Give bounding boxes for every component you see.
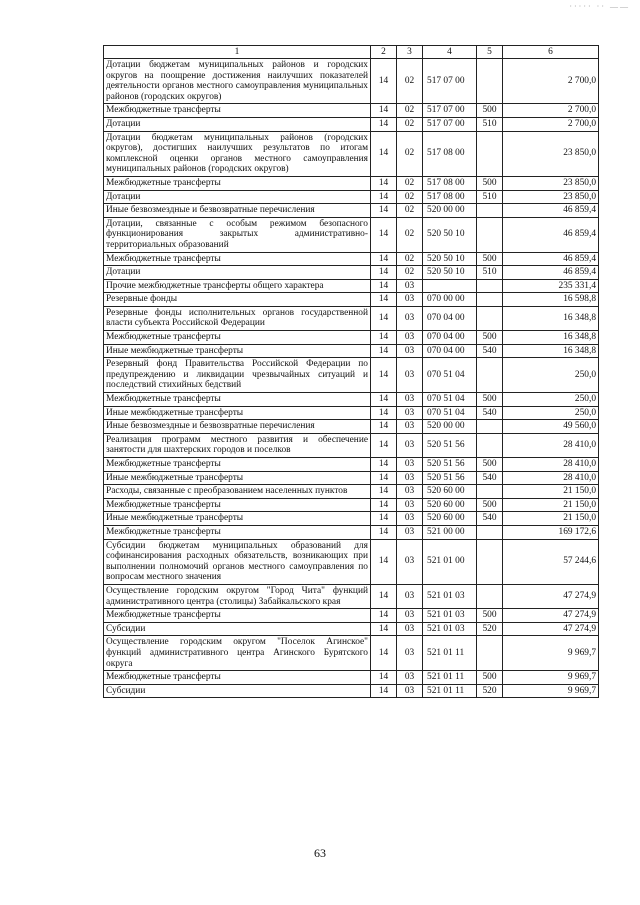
row-expense-type-cell: 500 bbox=[477, 176, 503, 190]
row-name-cell: Иные межбюджетные трансферты bbox=[104, 471, 371, 485]
row-amount-cell: 28 410,0 bbox=[503, 471, 599, 485]
table-row bbox=[104, 176, 599, 190]
row-amount-cell: 250,0 bbox=[503, 393, 599, 407]
row-amount-cell: 16 598,8 bbox=[503, 293, 599, 307]
row-target-article-cell: 520 00 00 bbox=[423, 420, 477, 434]
row-expense-type-cell: 540 bbox=[477, 512, 503, 526]
row-target-article-cell: 070 51 04 bbox=[423, 406, 477, 420]
row-name-cell: Межбюджетные трансферты bbox=[104, 498, 371, 512]
row-expense-type-cell: 510 bbox=[477, 266, 503, 280]
row-section-cell: 14 bbox=[371, 104, 397, 118]
row-amount-cell: 28 410,0 bbox=[503, 458, 599, 472]
table-row bbox=[104, 217, 599, 252]
row-name-cell: Резервный фонд Правительства Российской Федерации по предупреждению и ликвидации чрезвычайных ситуаций и последствий стихийных бедствий bbox=[104, 358, 371, 393]
row-name-cell: Расходы, связанные с преобразованием населенных пунктов bbox=[104, 485, 371, 499]
row-expense-type-cell: 520 bbox=[477, 684, 503, 698]
header-col-2: 2 bbox=[371, 46, 397, 59]
row-section-cell: 14 bbox=[371, 458, 397, 472]
row-subsection-cell: 02 bbox=[397, 217, 423, 252]
row-name-cell: Субсидии бюджетам муниципальных образований для софинансирования расходных обязательств, возникающих при выполнении полномочий органов местного самоуправления по вопросам местного значения bbox=[104, 539, 371, 584]
row-name-cell: Дотации бюджетам муниципальных районов (городских округов), достигших наилучших результатов по итогам комплексной оценки органов местного самоуправления муниципальных районов (городских округов) bbox=[104, 131, 371, 176]
table-row bbox=[104, 498, 599, 512]
row-section-cell: 14 bbox=[371, 393, 397, 407]
row-section-cell: 14 bbox=[371, 279, 397, 293]
row-target-article-cell: 070 04 00 bbox=[423, 344, 477, 358]
row-section-cell: 14 bbox=[371, 584, 397, 608]
row-section-cell: 14 bbox=[371, 471, 397, 485]
row-subsection-cell: 03 bbox=[397, 293, 423, 307]
row-section-cell: 14 bbox=[371, 306, 397, 330]
row-subsection-cell: 03 bbox=[397, 671, 423, 685]
row-subsection-cell: 03 bbox=[397, 525, 423, 539]
row-name-cell: Резервные фонды bbox=[104, 293, 371, 307]
row-section-cell: 14 bbox=[371, 131, 397, 176]
row-amount-cell: 9 969,7 bbox=[503, 684, 599, 698]
row-subsection-cell: 03 bbox=[397, 539, 423, 584]
row-name-cell: Межбюджетные трансферты bbox=[104, 252, 371, 266]
row-expense-type-cell: 500 bbox=[477, 671, 503, 685]
row-name-cell: Осуществление городским округом "Поселок Агинское" функций административного центра Агинского Бурятского округа bbox=[104, 636, 371, 671]
row-target-article-cell: 521 01 03 bbox=[423, 584, 477, 608]
row-target-article-cell: 070 51 04 bbox=[423, 358, 477, 393]
row-subsection-cell: 02 bbox=[397, 204, 423, 218]
row-subsection-cell: 03 bbox=[397, 358, 423, 393]
row-name-cell: Иные безвозмездные и безвозвратные перечисления bbox=[104, 420, 371, 434]
row-amount-cell: 49 560,0 bbox=[503, 420, 599, 434]
row-target-article-cell: 520 60 00 bbox=[423, 512, 477, 526]
row-expense-type-cell: 500 bbox=[477, 458, 503, 472]
row-expense-type-cell: 520 bbox=[477, 622, 503, 636]
row-subsection-cell: 03 bbox=[397, 471, 423, 485]
row-section-cell: 14 bbox=[371, 609, 397, 623]
row-target-article-cell: 521 01 03 bbox=[423, 622, 477, 636]
row-target-article-cell: 521 01 11 bbox=[423, 684, 477, 698]
row-expense-type-cell bbox=[477, 584, 503, 608]
budget-table bbox=[103, 45, 599, 698]
row-name-cell: Межбюджетные трансферты bbox=[104, 525, 371, 539]
table-row bbox=[104, 204, 599, 218]
row-name-cell: Межбюджетные трансферты bbox=[104, 331, 371, 345]
table-row bbox=[104, 266, 599, 280]
row-expense-type-cell bbox=[477, 59, 503, 104]
row-subsection-cell: 03 bbox=[397, 609, 423, 623]
row-expense-type-cell: 500 bbox=[477, 609, 503, 623]
row-name-cell: Дотации, связанные с особым режимом безопасного функционирования закрытых административно-территориальных образований bbox=[104, 217, 371, 252]
row-name-cell: Межбюджетные трансферты bbox=[104, 393, 371, 407]
row-subsection-cell: 03 bbox=[397, 684, 423, 698]
row-name-cell: Реализация программ местного развития и обеспечение занятости для шахтерских городов и поселков bbox=[104, 433, 371, 457]
row-expense-type-cell: 540 bbox=[477, 471, 503, 485]
row-name-cell: Субсидии bbox=[104, 622, 371, 636]
row-name-cell: Межбюджетные трансферты bbox=[104, 458, 371, 472]
row-section-cell: 14 bbox=[371, 217, 397, 252]
header-col-3: 3 bbox=[397, 46, 423, 59]
row-target-article-cell: 517 08 00 bbox=[423, 190, 477, 204]
table-row bbox=[104, 609, 599, 623]
row-target-article-cell: 520 00 00 bbox=[423, 204, 477, 218]
row-subsection-cell: 03 bbox=[397, 331, 423, 345]
header-col-6: 6 bbox=[503, 46, 599, 59]
table-row bbox=[104, 584, 599, 608]
row-expense-type-cell bbox=[477, 293, 503, 307]
row-subsection-cell: 03 bbox=[397, 344, 423, 358]
row-target-article-cell: 517 07 00 bbox=[423, 59, 477, 104]
row-expense-type-cell bbox=[477, 306, 503, 330]
table-row bbox=[104, 293, 599, 307]
table-header bbox=[104, 46, 599, 59]
row-section-cell: 14 bbox=[371, 117, 397, 131]
row-section-cell: 14 bbox=[371, 293, 397, 307]
table-row bbox=[104, 117, 599, 131]
row-name-cell: Дотации бюджетам муниципальных районов и городских округов на поощрение достижения наилучших показателей деятельности органов местного самоуправления муниципальных районов (городских округов) bbox=[104, 59, 371, 104]
row-amount-cell: 23 850,0 bbox=[503, 190, 599, 204]
row-subsection-cell: 03 bbox=[397, 485, 423, 499]
row-expense-type-cell bbox=[477, 358, 503, 393]
row-target-article-cell: 517 08 00 bbox=[423, 176, 477, 190]
row-target-article-cell: 517 07 00 bbox=[423, 117, 477, 131]
row-target-article-cell: 520 50 10 bbox=[423, 266, 477, 280]
row-subsection-cell: 02 bbox=[397, 176, 423, 190]
row-name-cell: Межбюджетные трансферты bbox=[104, 104, 371, 118]
table-row bbox=[104, 279, 599, 293]
row-expense-type-cell bbox=[477, 539, 503, 584]
row-subsection-cell: 03 bbox=[397, 406, 423, 420]
row-name-cell: Осуществление городским округом "Город Чита" функций административного центра (столицы) Забайкальского края bbox=[104, 584, 371, 608]
table-row bbox=[104, 393, 599, 407]
table-row bbox=[104, 512, 599, 526]
header-col-4: 4 bbox=[423, 46, 477, 59]
row-name-cell: Иные межбюджетные трансферты bbox=[104, 344, 371, 358]
row-subsection-cell: 03 bbox=[397, 306, 423, 330]
row-amount-cell: 28 410,0 bbox=[503, 433, 599, 457]
row-expense-type-cell bbox=[477, 485, 503, 499]
row-amount-cell: 46 859,4 bbox=[503, 266, 599, 280]
row-subsection-cell: 03 bbox=[397, 498, 423, 512]
row-amount-cell: 250,0 bbox=[503, 406, 599, 420]
row-amount-cell: 2 700,0 bbox=[503, 59, 599, 104]
row-subsection-cell: 02 bbox=[397, 266, 423, 280]
table-row bbox=[104, 344, 599, 358]
row-name-cell: Межбюджетные трансферты bbox=[104, 609, 371, 623]
row-amount-cell: 169 172,6 bbox=[503, 525, 599, 539]
row-section-cell: 14 bbox=[371, 331, 397, 345]
row-expense-type-cell: 500 bbox=[477, 252, 503, 266]
table-row bbox=[104, 433, 599, 457]
row-expense-type-cell: 540 bbox=[477, 344, 503, 358]
row-subsection-cell: 03 bbox=[397, 420, 423, 434]
row-amount-cell: 21 150,0 bbox=[503, 498, 599, 512]
table-row bbox=[104, 331, 599, 345]
row-amount-cell: 16 348,8 bbox=[503, 306, 599, 330]
row-subsection-cell: 02 bbox=[397, 117, 423, 131]
row-amount-cell: 16 348,8 bbox=[503, 331, 599, 345]
row-expense-type-cell bbox=[477, 433, 503, 457]
table-row bbox=[104, 622, 599, 636]
row-expense-type-cell: 540 bbox=[477, 406, 503, 420]
row-name-cell: Иные межбюджетные трансферты bbox=[104, 406, 371, 420]
table-row bbox=[104, 131, 599, 176]
row-amount-cell: 16 348,8 bbox=[503, 344, 599, 358]
row-amount-cell: 23 850,0 bbox=[503, 176, 599, 190]
row-amount-cell: 2 700,0 bbox=[503, 104, 599, 118]
row-target-article-cell: 070 00 00 bbox=[423, 293, 477, 307]
row-target-article-cell: 520 51 56 bbox=[423, 433, 477, 457]
row-expense-type-cell: 500 bbox=[477, 331, 503, 345]
row-section-cell: 14 bbox=[371, 525, 397, 539]
row-target-article-cell: 070 04 00 bbox=[423, 331, 477, 345]
row-target-article-cell: 520 60 00 bbox=[423, 498, 477, 512]
row-expense-type-cell bbox=[477, 217, 503, 252]
table-row bbox=[104, 671, 599, 685]
table-body bbox=[104, 59, 599, 698]
table-row bbox=[104, 190, 599, 204]
row-subsection-cell: 03 bbox=[397, 636, 423, 671]
row-expense-type-cell bbox=[477, 525, 503, 539]
row-amount-cell: 9 969,7 bbox=[503, 671, 599, 685]
row-target-article-cell: 521 01 00 bbox=[423, 539, 477, 584]
row-subsection-cell: 03 bbox=[397, 512, 423, 526]
row-subsection-cell: 02 bbox=[397, 104, 423, 118]
row-expense-type-cell: 500 bbox=[477, 393, 503, 407]
row-target-article-cell: 520 50 10 bbox=[423, 252, 477, 266]
table-row bbox=[104, 104, 599, 118]
row-amount-cell: 2 700,0 bbox=[503, 117, 599, 131]
row-subsection-cell: 03 bbox=[397, 433, 423, 457]
row-target-article-cell: 520 51 56 bbox=[423, 458, 477, 472]
row-name-cell: Прочие межбюджетные трансферты общего характера bbox=[104, 279, 371, 293]
row-name-cell: Дотации bbox=[104, 117, 371, 131]
row-target-article-cell: 520 60 00 bbox=[423, 485, 477, 499]
row-target-article-cell: 070 04 00 bbox=[423, 306, 477, 330]
row-subsection-cell: 03 bbox=[397, 622, 423, 636]
table-row bbox=[104, 252, 599, 266]
row-amount-cell: 46 859,4 bbox=[503, 204, 599, 218]
row-expense-type-cell: 510 bbox=[477, 190, 503, 204]
row-name-cell: Дотации bbox=[104, 190, 371, 204]
row-section-cell: 14 bbox=[371, 498, 397, 512]
table-row bbox=[104, 406, 599, 420]
row-amount-cell: 57 244,6 bbox=[503, 539, 599, 584]
row-amount-cell: 46 859,4 bbox=[503, 217, 599, 252]
row-amount-cell: 235 331,4 bbox=[503, 279, 599, 293]
row-target-article-cell: 521 00 00 bbox=[423, 525, 477, 539]
table-row bbox=[104, 306, 599, 330]
header-col-1: 1 bbox=[104, 46, 371, 59]
row-expense-type-cell bbox=[477, 131, 503, 176]
header-col-5: 5 bbox=[477, 46, 503, 59]
row-target-article-cell: 520 50 10 bbox=[423, 217, 477, 252]
row-expense-type-cell: 500 bbox=[477, 104, 503, 118]
row-amount-cell: 47 274,9 bbox=[503, 622, 599, 636]
corner-marks: ····· ·· —— bbox=[569, 2, 630, 11]
row-amount-cell: 47 274,9 bbox=[503, 609, 599, 623]
row-section-cell: 14 bbox=[371, 539, 397, 584]
row-section-cell: 14 bbox=[371, 358, 397, 393]
row-subsection-cell: 03 bbox=[397, 584, 423, 608]
row-section-cell: 14 bbox=[371, 252, 397, 266]
row-section-cell: 14 bbox=[371, 59, 397, 104]
row-name-cell: Субсидии bbox=[104, 684, 371, 698]
row-expense-type-cell bbox=[477, 636, 503, 671]
row-name-cell: Межбюджетные трансферты bbox=[104, 176, 371, 190]
row-name-cell: Резервные фонды исполнительных органов государственной власти субъекта Российской Федерации bbox=[104, 306, 371, 330]
table-row bbox=[104, 684, 599, 698]
table-row bbox=[104, 525, 599, 539]
row-section-cell: 14 bbox=[371, 512, 397, 526]
row-subsection-cell: 02 bbox=[397, 252, 423, 266]
row-target-article-cell: 521 01 03 bbox=[423, 609, 477, 623]
table-row bbox=[104, 485, 599, 499]
table-row bbox=[104, 59, 599, 104]
row-subsection-cell: 02 bbox=[397, 190, 423, 204]
row-target-article-cell bbox=[423, 279, 477, 293]
row-amount-cell: 21 150,0 bbox=[503, 512, 599, 526]
row-amount-cell: 47 274,9 bbox=[503, 584, 599, 608]
row-expense-type-cell bbox=[477, 420, 503, 434]
row-target-article-cell: 521 01 11 bbox=[423, 636, 477, 671]
row-subsection-cell: 02 bbox=[397, 59, 423, 104]
row-name-cell: Иные безвозмездные и безвозвратные перечисления bbox=[104, 204, 371, 218]
row-section-cell: 14 bbox=[371, 204, 397, 218]
row-section-cell: 14 bbox=[371, 406, 397, 420]
page-number: 63 bbox=[314, 846, 326, 860]
row-section-cell: 14 bbox=[371, 636, 397, 671]
row-subsection-cell: 03 bbox=[397, 279, 423, 293]
row-target-article-cell: 520 51 56 bbox=[423, 471, 477, 485]
table-row bbox=[104, 420, 599, 434]
row-subsection-cell: 03 bbox=[397, 393, 423, 407]
row-target-article-cell: 517 08 00 bbox=[423, 131, 477, 176]
row-section-cell: 14 bbox=[371, 176, 397, 190]
row-amount-cell: 46 859,4 bbox=[503, 252, 599, 266]
header-row bbox=[104, 46, 599, 59]
row-section-cell: 14 bbox=[371, 684, 397, 698]
row-section-cell: 14 bbox=[371, 622, 397, 636]
row-expense-type-cell bbox=[477, 279, 503, 293]
row-amount-cell: 9 969,7 bbox=[503, 636, 599, 671]
row-subsection-cell: 03 bbox=[397, 458, 423, 472]
row-expense-type-cell: 510 bbox=[477, 117, 503, 131]
row-name-cell: Дотации bbox=[104, 266, 371, 280]
row-section-cell: 14 bbox=[371, 420, 397, 434]
row-section-cell: 14 bbox=[371, 190, 397, 204]
row-target-article-cell: 521 01 11 bbox=[423, 671, 477, 685]
row-amount-cell: 21 150,0 bbox=[503, 485, 599, 499]
table-row bbox=[104, 471, 599, 485]
row-section-cell: 14 bbox=[371, 266, 397, 280]
row-expense-type-cell bbox=[477, 204, 503, 218]
table-row bbox=[104, 539, 599, 584]
row-amount-cell: 250,0 bbox=[503, 358, 599, 393]
table-row bbox=[104, 358, 599, 393]
row-section-cell: 14 bbox=[371, 344, 397, 358]
row-section-cell: 14 bbox=[371, 485, 397, 499]
row-subsection-cell: 02 bbox=[397, 131, 423, 176]
table-row bbox=[104, 458, 599, 472]
table-row bbox=[104, 636, 599, 671]
row-section-cell: 14 bbox=[371, 671, 397, 685]
row-target-article-cell: 070 51 04 bbox=[423, 393, 477, 407]
row-expense-type-cell: 500 bbox=[477, 498, 503, 512]
row-section-cell: 14 bbox=[371, 433, 397, 457]
row-name-cell: Межбюджетные трансферты bbox=[104, 671, 371, 685]
row-target-article-cell: 517 07 00 bbox=[423, 104, 477, 118]
row-name-cell: Иные межбюджетные трансферты bbox=[104, 512, 371, 526]
row-amount-cell: 23 850,0 bbox=[503, 131, 599, 176]
